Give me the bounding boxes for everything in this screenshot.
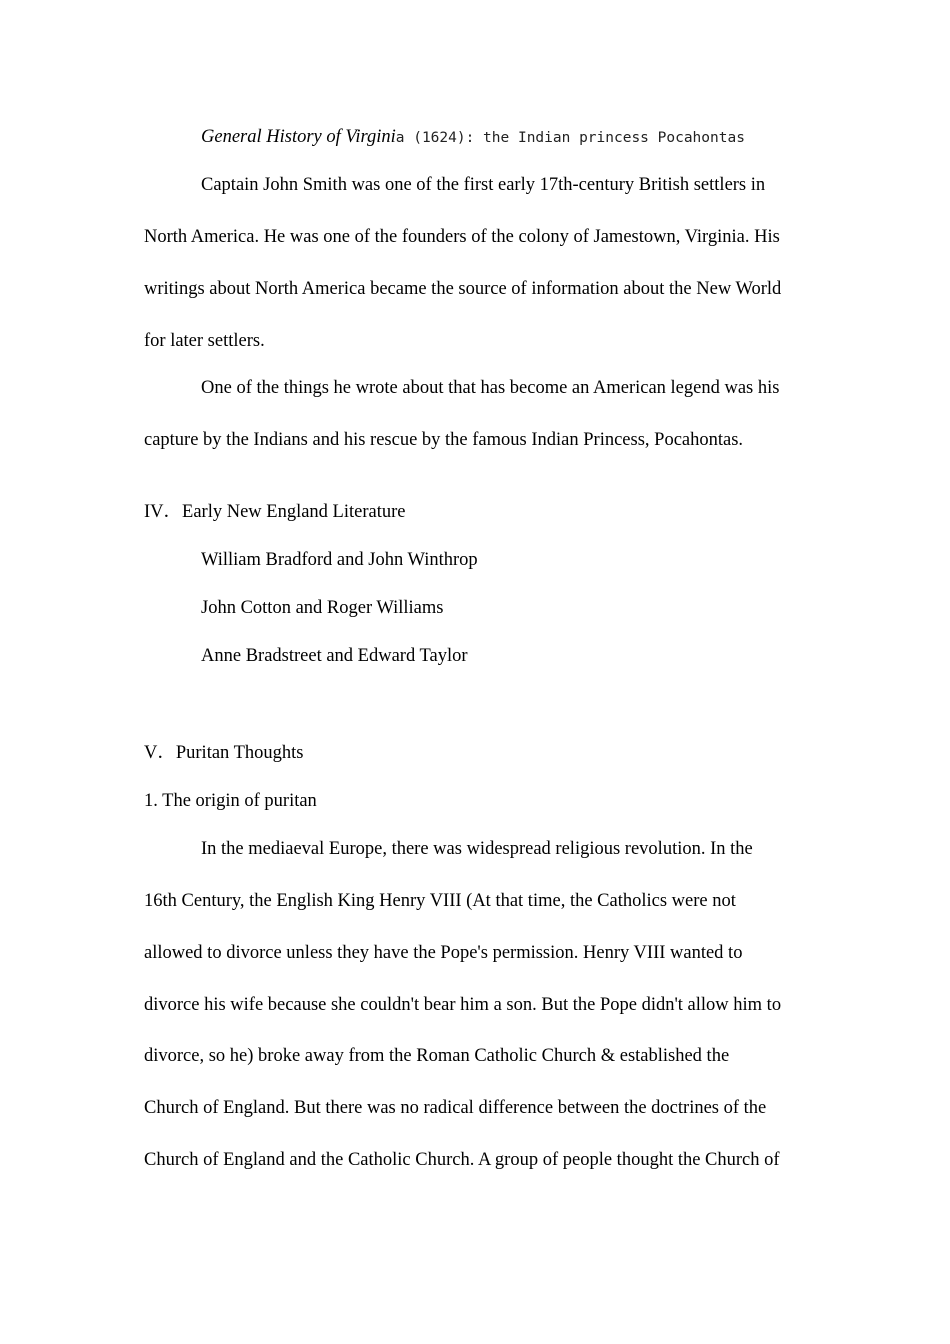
paragraph-line: Church of England. But there was no radical difference between the doctrines of the [144, 1098, 767, 1118]
work-title-rest: a (1624): the Indian princess Pocahontas [395, 130, 745, 146]
paragraph-line: divorce, so he) broke away from the Roman Catholic Church & established the [144, 1046, 730, 1066]
paragraph-line: allowed to divorce unless they have the Pope's permission. Henry VIII wanted to [144, 943, 743, 963]
list-item: John Cotton and Roger Williams [201, 598, 444, 618]
section-heading-v: V．Puritan Thoughts [144, 743, 304, 763]
section-heading-iv: IV．Early New England Literature [144, 502, 406, 522]
paragraph-line: for later settlers. [144, 331, 265, 351]
paragraph-line: In the mediaeval Europe, there was widespread religious revolution. In the [201, 839, 753, 859]
paragraph-line: divorce his wife because she couldn't bear him a son. But the Pope didn't allow him to [144, 995, 782, 1015]
subsection-heading: 1. The origin of puritan [144, 791, 317, 811]
paragraph-line: North America. He was one of the founders of the colony of Jamestown, Virginia. His [144, 227, 780, 247]
paragraph-line: One of the things he wrote about that has become an American legend was his [201, 378, 780, 398]
list-item: Anne Bradstreet and Edward Taylor [201, 646, 468, 666]
paragraph-line: writings about North America became the source of information about the New World [144, 279, 782, 299]
paragraph-line: 16th Century, the English King Henry VIII (At that time, the Catholics were not [144, 891, 736, 911]
work-heading [201, 126, 745, 149]
work-title-italic: General History of Virgini [201, 127, 396, 147]
paragraph-line: Captain John Smith was one of the first early 17th-century British settlers in [201, 175, 766, 195]
paragraph-line: capture by the Indians and his rescue by the famous Indian Princess, Pocahontas. [144, 430, 744, 450]
list-item: William Bradford and John Winthrop [201, 550, 478, 570]
paragraph-line: Church of England and the Catholic Church. A group of people thought the Church of [144, 1150, 780, 1170]
